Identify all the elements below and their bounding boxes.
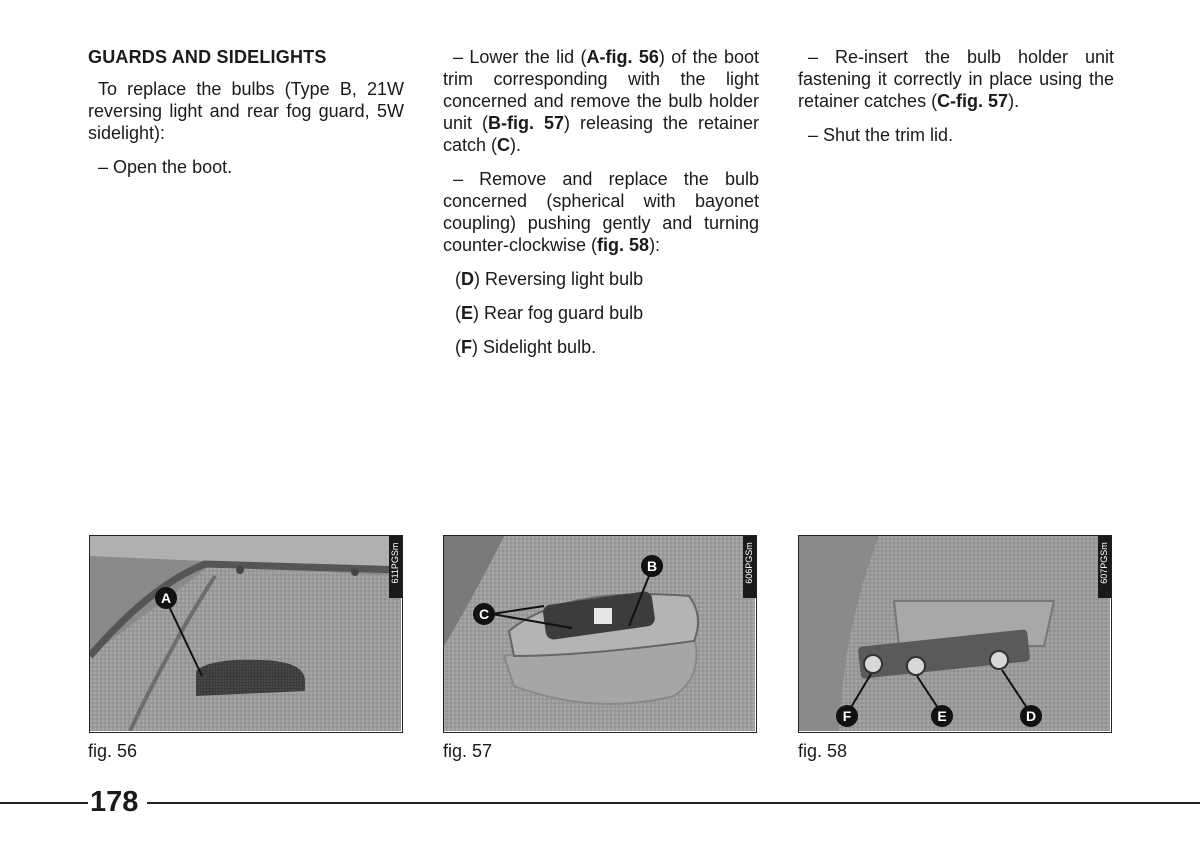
figure-reference: B-fig. 57 — [488, 113, 564, 133]
photo-code-tag — [1098, 536, 1111, 598]
footer-rule — [147, 802, 1200, 804]
bulb-letter: E — [461, 303, 474, 323]
figure-caption: fig. 56 — [88, 741, 138, 761]
text-run: ) releasing the retainer catch ( — [443, 113, 759, 155]
bulb-description: ) Sidelight bulb. — [472, 337, 597, 357]
figure-reference: C — [497, 135, 511, 155]
step-lower-lid — [443, 46, 759, 156]
text-column-2 — [443, 46, 759, 370]
bulb-description: ) Reversing light bulb — [474, 269, 644, 289]
bulb-holder-removal-illustration — [444, 536, 755, 731]
figure-57-photo — [443, 535, 757, 733]
photo-code-tag — [389, 536, 402, 598]
figure-caption: fig. 58 — [798, 741, 848, 761]
text-column-3 — [798, 46, 1114, 158]
text-run: – Remove and replace the bulb concerned (spherical with bayonet coupling) pushing gently and turning counter-clockwise ( — [443, 169, 759, 255]
label-letter: E — [937, 708, 947, 724]
bulb-letter: D — [461, 269, 474, 289]
label-letter: C — [478, 606, 490, 622]
text-column-1 — [88, 46, 404, 190]
figure-reference: fig. 58 — [597, 235, 650, 255]
label-letter: D — [1025, 708, 1037, 724]
boot-lid-illustration — [90, 536, 401, 731]
text-run: ). — [1008, 91, 1020, 111]
text-run: ) of the boot trim corresponding with the light concerned and remove the bulb holder unit ( — [443, 47, 759, 133]
footer-rule — [0, 802, 88, 804]
figure-caption: fig. 57 — [443, 741, 493, 761]
figure-reference: C-fig. 57 — [937, 91, 1009, 111]
text-run: ): — [649, 235, 661, 255]
text-run: – Re-insert the bulb holder unit fastening it correctly in place using the retainer catches ( — [798, 47, 1114, 111]
bulb-list-item: (E) Rear fog guard bulb — [455, 303, 644, 323]
step-reinsert — [798, 46, 1114, 112]
photo-code-tag — [743, 536, 756, 598]
text-run: – Lower the lid ( — [453, 47, 587, 67]
figure-reference: A-fig. 56 — [586, 47, 659, 67]
figure-56-photo — [89, 535, 403, 733]
page-number: 178 — [90, 786, 139, 818]
intro-paragraph: To replace the bulbs (Type B, 21W reversing light and rear fog guard, 5W sidelight): — [88, 79, 404, 143]
label-letter: A — [160, 590, 172, 606]
section-heading: GUARDS AND SIDELIGHTS — [88, 47, 327, 67]
figure-58-photo — [798, 535, 1112, 733]
text-run: ). — [510, 135, 522, 155]
label-letter: B — [646, 558, 658, 574]
bulb-list-item: (D) Reversing light bulb — [455, 269, 644, 289]
photo-code: 611PGSm — [390, 542, 400, 584]
step-replace-bulb — [443, 168, 759, 256]
bulb-holder-bulbs-illustration — [799, 536, 1110, 731]
bulb-letter: F — [461, 337, 472, 357]
photo-code: 607PGSm — [1099, 542, 1109, 584]
label-letter: F — [842, 708, 852, 724]
bulb-description: ) Rear fog guard bulb — [473, 303, 644, 323]
step-open-boot: – Open the boot. — [98, 157, 233, 177]
photo-code: 606PGSm — [744, 542, 754, 584]
bulb-list-item: (F) Sidelight bulb. — [455, 337, 597, 357]
step-shut-lid: – Shut the trim lid. — [808, 125, 954, 145]
